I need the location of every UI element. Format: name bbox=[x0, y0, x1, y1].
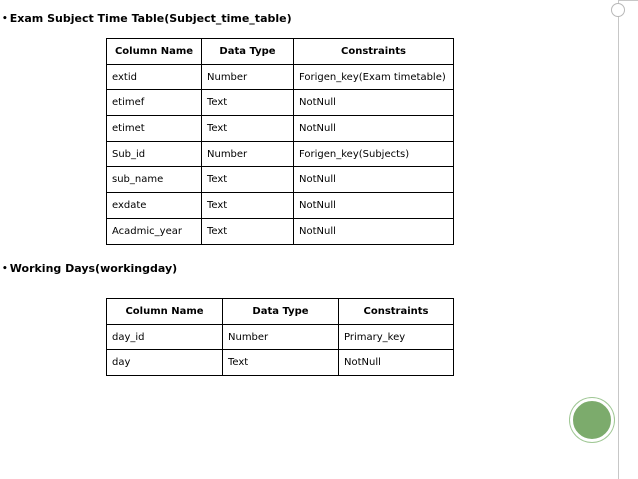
cell-constraints: NotNull bbox=[294, 167, 454, 193]
green-circle-decoration bbox=[570, 398, 614, 442]
cell-column-name: etimef bbox=[107, 90, 202, 116]
exam-subject-table bbox=[106, 38, 454, 245]
cell-data-type: Text bbox=[202, 193, 294, 219]
cell-constraints: NotNull bbox=[294, 218, 454, 244]
table-header-row bbox=[107, 299, 454, 325]
cell-data-type: Text bbox=[223, 350, 339, 376]
cell-constraints: Forigen_key(Exam timetable) bbox=[294, 64, 454, 90]
cell-constraints: Forigen_key(Subjects) bbox=[294, 141, 454, 167]
cell-column-name: etimet bbox=[107, 116, 202, 142]
section-title: Exam Subject Time Table(Subject_time_table) bbox=[9, 12, 292, 25]
table-row bbox=[107, 324, 454, 350]
table-row bbox=[107, 167, 454, 193]
cell-data-type: Text bbox=[202, 218, 294, 244]
header-constraints: Constraints bbox=[339, 299, 454, 325]
cell-data-type: Number bbox=[223, 324, 339, 350]
cell-constraints: NotNull bbox=[294, 193, 454, 219]
cell-constraints: NotNull bbox=[294, 116, 454, 142]
section-heading-working-days bbox=[2, 262, 177, 275]
cell-data-type: Number bbox=[202, 64, 294, 90]
cell-data-type: Number bbox=[202, 141, 294, 167]
corner-circle-decoration bbox=[611, 3, 625, 17]
header-column-name: Column Name bbox=[107, 299, 223, 325]
cell-constraints: NotNull bbox=[294, 90, 454, 116]
working-days-table bbox=[106, 298, 454, 376]
cell-constraints: NotNull bbox=[339, 350, 454, 376]
top-border-line bbox=[618, 0, 638, 1]
header-column-name: Column Name bbox=[107, 39, 202, 65]
cell-column-name: Sub_id bbox=[107, 141, 202, 167]
table-row bbox=[107, 218, 454, 244]
cell-column-name: extid bbox=[107, 64, 202, 90]
table-row bbox=[107, 90, 454, 116]
cell-data-type: Text bbox=[202, 116, 294, 142]
table-header-row bbox=[107, 39, 454, 65]
right-border-line bbox=[618, 0, 619, 479]
cell-column-name: exdate bbox=[107, 193, 202, 219]
cell-constraints: Primary_key bbox=[339, 324, 454, 350]
bullet-icon: • bbox=[2, 264, 8, 274]
table-row bbox=[107, 116, 454, 142]
cell-data-type: Text bbox=[202, 90, 294, 116]
header-data-type: Data Type bbox=[202, 39, 294, 65]
header-data-type: Data Type bbox=[223, 299, 339, 325]
table-row bbox=[107, 64, 454, 90]
cell-data-type: Text bbox=[202, 167, 294, 193]
table-row bbox=[107, 141, 454, 167]
cell-column-name: day_id bbox=[107, 324, 223, 350]
section-title: Working Days(workingday) bbox=[9, 262, 178, 275]
table-row bbox=[107, 350, 454, 376]
header-constraints: Constraints bbox=[294, 39, 454, 65]
cell-column-name: Acadmic_year bbox=[107, 218, 202, 244]
section-heading-exam-subject bbox=[2, 12, 292, 25]
cell-column-name: day bbox=[107, 350, 223, 376]
bullet-icon: • bbox=[2, 14, 8, 24]
table-row bbox=[107, 193, 454, 219]
cell-column-name: sub_name bbox=[107, 167, 202, 193]
